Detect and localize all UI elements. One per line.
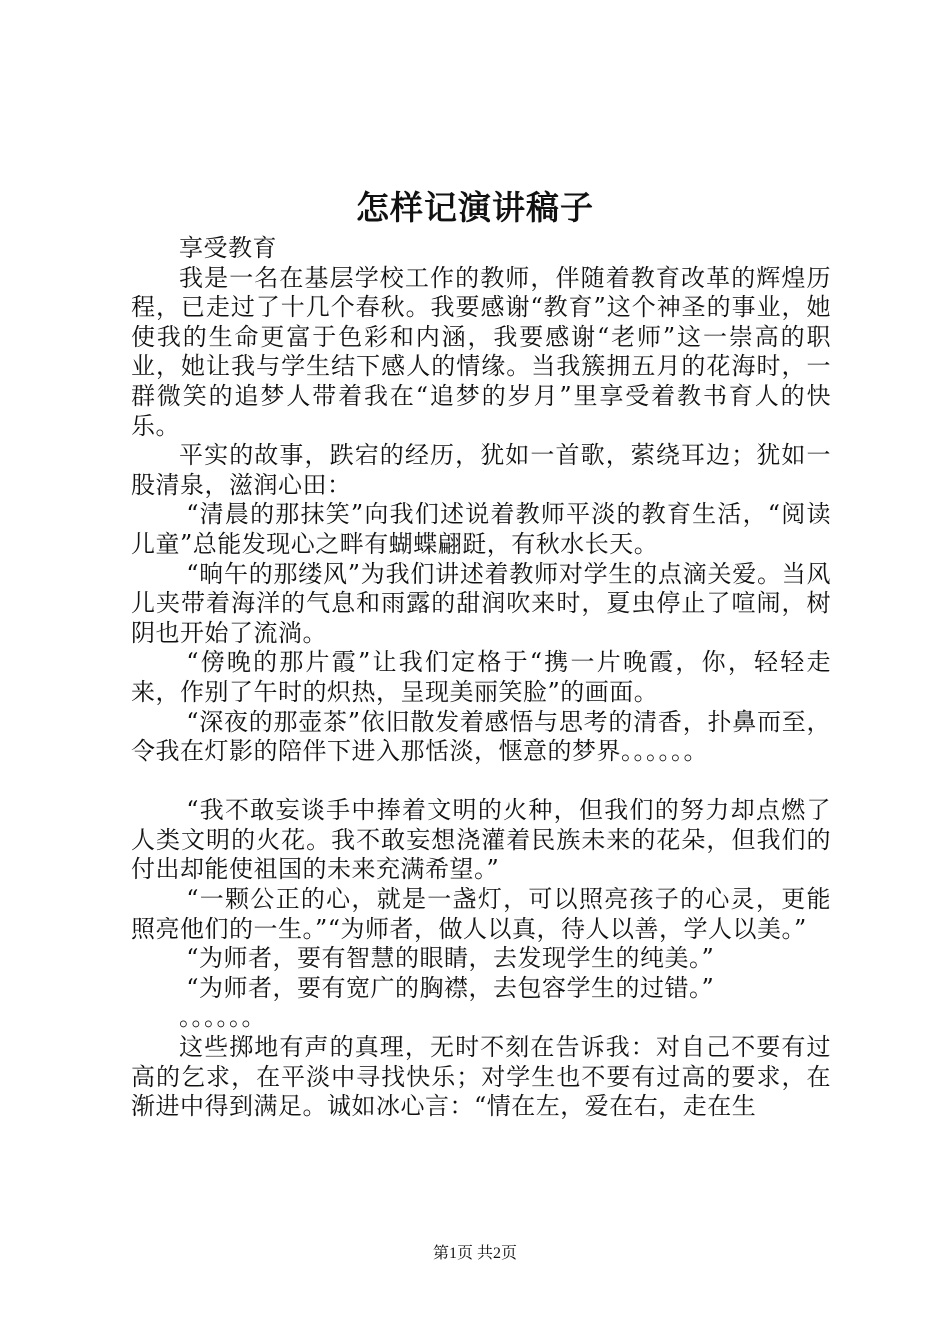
paragraph-spacer [131, 767, 831, 797]
paragraph: “一颗公正的心，就是一盏灯，可以照亮孩子的心灵，更能照亮他们的一生。”“为师者，做人以真，待人以善，学人以美。” [131, 885, 831, 943]
paragraph: “清晨的那抹笑”向我们述说着教师平淡的教育生活，“阅读儿童”总能发现心之畔有蝴蝶翩跹，有秋水长天。 [131, 500, 831, 558]
document-body [131, 234, 831, 1122]
paragraph: “傍晚的那片霞”让我们定格于“携一片晚霞，你，轻轻走来，作别了午时的炽热，呈现美丽笑脸”的画面。 [131, 648, 831, 706]
paragraph: “为师者，要有宽广的胸襟，去包容学生的过错。” [186, 973, 715, 1002]
paragraph: 这些掷地有声的真理，无时不刻在告诉我：对自己不要有过高的乞求，在平淡中寻找快乐；对学生也不要有过高的要求，在渐进中得到满足。诚如冰心言：“情在左，爱在右，走在生 [131, 1033, 831, 1121]
paragraph: “晌午的那缕风”为我们讲述着教师对学生的点滴关爱。当风儿夹带着海洋的气息和雨露的甜润吹来时，夏虫停止了喧闹，树阴也开始了流淌。 [131, 559, 831, 647]
paragraph: “为师者，要有智慧的眼睛，去发现学生的纯美。” [186, 944, 715, 973]
paragraph: 平实的故事，跌宕的经历，犹如一首歌，萦绕耳边；犹如一股清泉，滋润心田： [131, 441, 831, 499]
page-number-footer: 第1页 共2页 [432, 1245, 517, 1262]
paragraph: 我是一名在基层学校工作的教师，伴随着教育改革的辉煌历程，已走过了十几个春秋。我要感谢“教育”这个神圣的事业，她使我的生命更富于色彩和内涵，我要感谢“老师”这一崇高的职业，她让我与学生结下感人的情缘。当我簇拥五月的花海时，一群微笑的追梦人带着我在“追梦的岁月”里享受着教书育人的快乐。 [131, 263, 831, 440]
paragraph: “我不敢妄谈手中捧着文明的火种，但我们的努力却点燃了人类文明的火花。我不敢妄想浇灌着民族未来的花朵，但我们的付出却能使祖国的未来充满希望。” [131, 796, 831, 884]
document-title: 怎样记演讲稿子 [356, 188, 594, 227]
paragraph-ellipsis: 。。。。。。 [179, 1003, 266, 1032]
paragraph: “深夜的那壶茶”依旧散发着感悟与思考的清香，扑鼻而至，令我在灯影的陪伴下进入那恬淡，惬意的梦界。。。。。。 [131, 707, 831, 766]
paragraph-subtitle: 享受教育 [179, 234, 277, 262]
